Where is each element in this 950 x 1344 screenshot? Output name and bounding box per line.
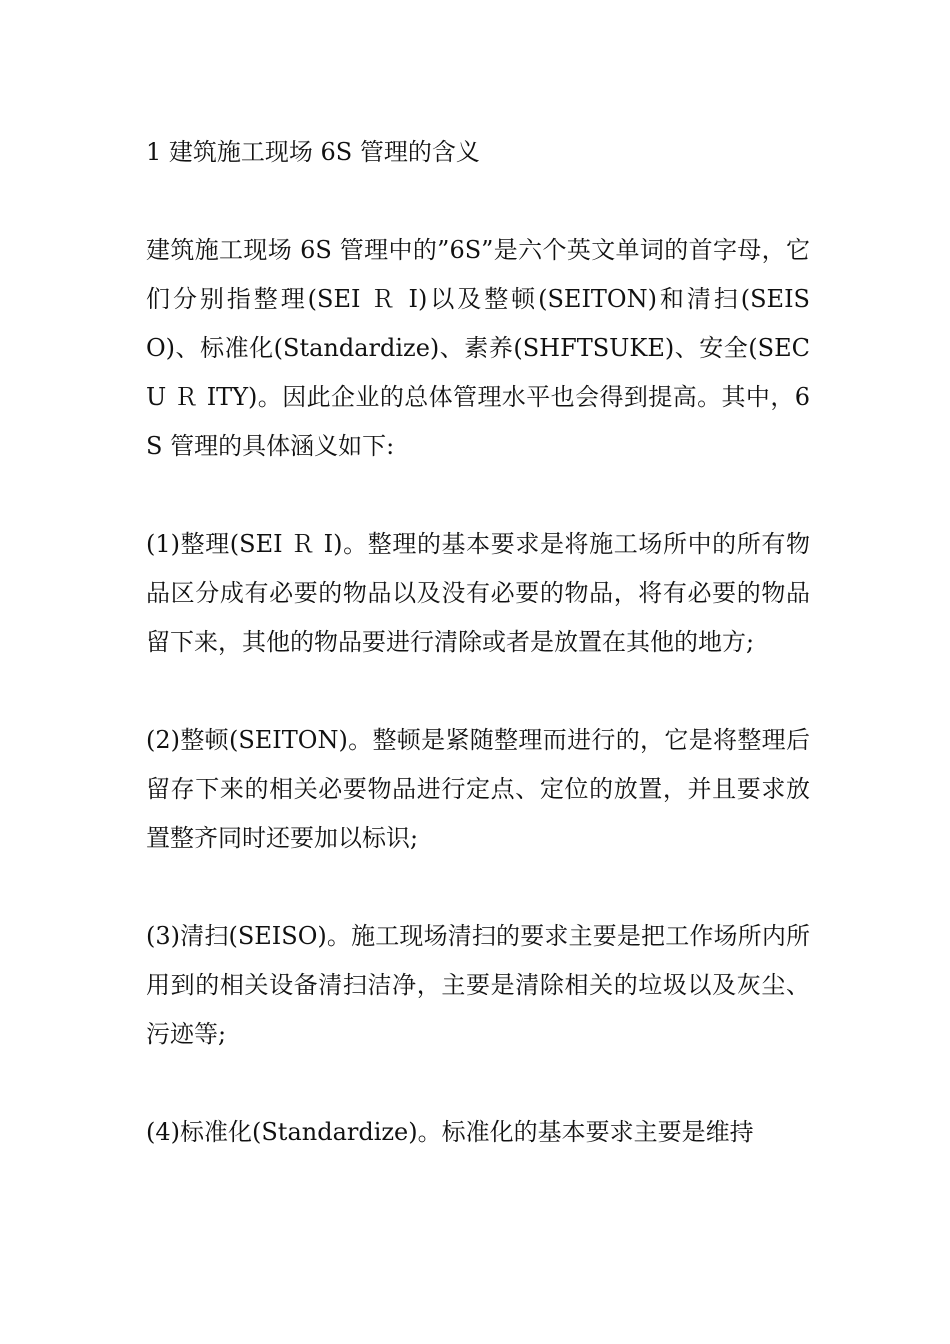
document-body — [146, 128, 810, 1157]
intro-paragraph: 建筑施工现场 6S 管理中的”6S”是六个英文单词的首字母，它们分别指整理(SEI Ｒ I)以及整顿(SEITON)和清扫(SEISO)、标准化(Standardize)、素养(SHFTSUKE)、安全(SECU Ｒ ITY)。因此企业的总体管理水平也会得到提高。其中，6S 管理的具体涵义如下: — [146, 236, 810, 460]
section-heading: 1 建筑施工现场 6S 管理的含义 — [146, 138, 480, 166]
paragraph-seiso: (3)清扫(SEISO)。施工现场清扫的要求主要是把工作场所内所用到的相关设备清扫洁净，主要是清除相关的垃圾以及灰尘、污迹等; — [146, 922, 810, 1048]
paragraph-seiton: (2)整顿(SEITON)。整顿是紧随整理而进行的，它是将整理后留存下来的相关必要物品进行定点、定位的放置，并且要求放置整齐同时还要加以标识; — [146, 726, 810, 852]
paragraph-seiri: (1)整理(SEI Ｒ I)。整理的基本要求是将施工场所中的所有物品区分成有必要的物品以及没有必要的物品，将有必要的物品留下来，其他的物品要进行清除或者是放置在其他的地方; — [146, 530, 810, 656]
paragraph-standardize: (4)标准化(Standardize)。标准化的基本要求主要是维持 — [146, 1118, 754, 1146]
